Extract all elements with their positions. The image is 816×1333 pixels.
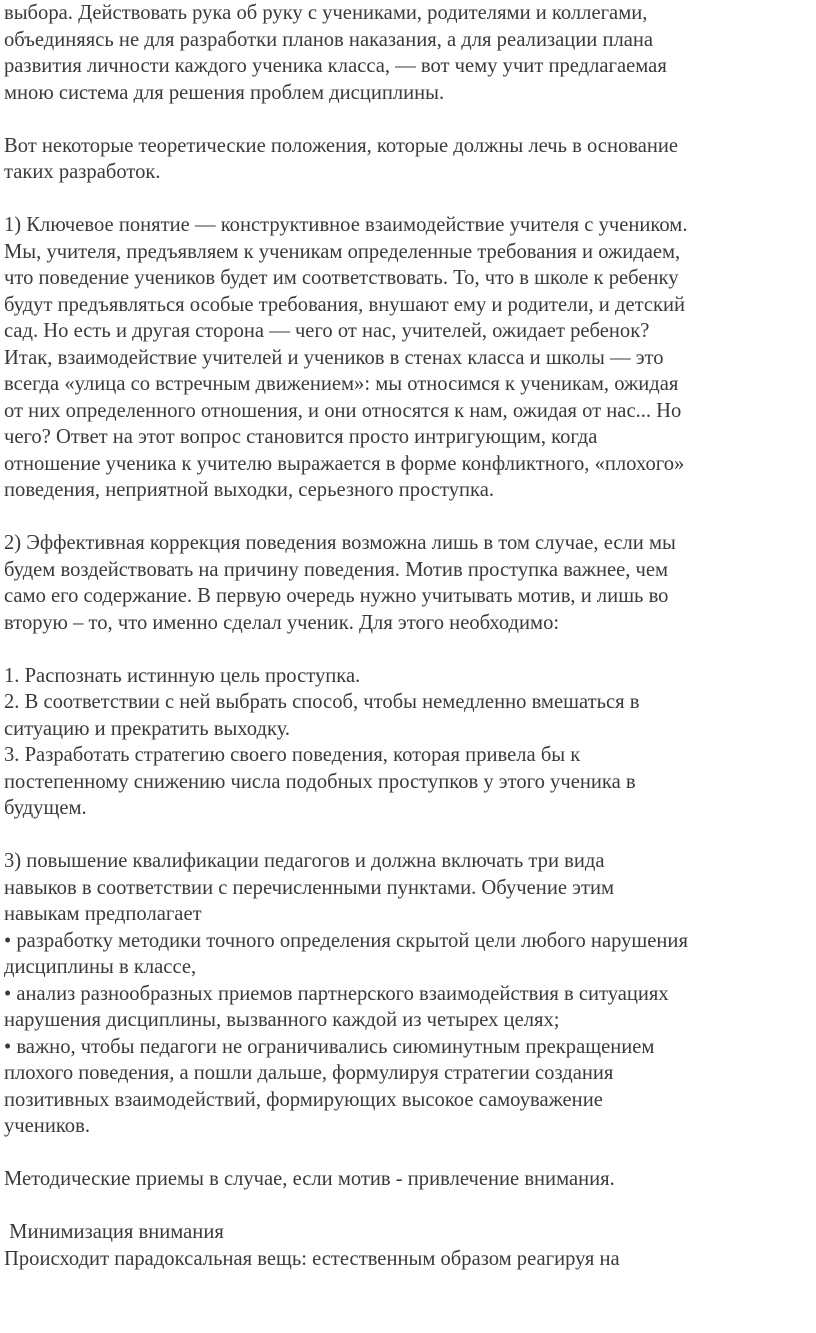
paragraph-theory xyxy=(4,133,810,186)
numbered-list xyxy=(4,663,810,822)
text-line: Вот некоторые теоретические положения, которые должны лечь в основание xyxy=(4,134,679,157)
text-line: плохого поведения, а пошли дальше, формулируя стратегии создания xyxy=(4,1062,614,1084)
text-line: позитивных взаимодействий, формирующих высокое самоуважение xyxy=(4,1088,603,1111)
text-line: 3) повышение квалификации педагогов и должна включать три вида xyxy=(4,850,605,872)
text-line: объединяясь не для разработки планов наказания, а для реализации плана xyxy=(4,28,654,51)
text-line: выбора. Действовать рука об руку с учениками, родителями и коллегами, xyxy=(4,2,648,24)
text-line: Итак, взаимодействие учителей и учеников в стенах класса и школы — это xyxy=(4,346,664,369)
text-line: Методические приемы в случае, если мотив - привлечение внимания. xyxy=(4,1168,615,1190)
text-line: чего? Ответ на этот вопрос становится просто интригующим, когда xyxy=(4,426,598,448)
text-line: ситуацию и прекратить выходку. xyxy=(4,717,291,740)
bullet-item: • важно, чтобы педагоги не ограничивались сиюминутным прекращением xyxy=(4,1035,655,1058)
text-line: вторую – то, что именно сделал ученик. Для этого необходимо: xyxy=(4,611,560,634)
text-line: постепенному снижению числа подобных проступков у этого ученика в xyxy=(4,770,636,793)
text-line: Происходит парадоксальная вещь: естественным образом реагируя на xyxy=(4,1247,620,1270)
bullet-item: • разработку методики точного определения скрытой цели любого нарушения xyxy=(4,929,688,952)
text-line: само его содержание. В первую очередь нужно учитывать мотив, и лишь во xyxy=(4,585,669,607)
text-line: будем воздействовать на причину поведения. Мотив проступка важнее, чем xyxy=(4,558,669,581)
paragraph-last xyxy=(4,1246,810,1273)
text-line: нарушения дисциплины, вызванного каждой из четырех целях; xyxy=(4,1009,560,1031)
text-line: навыков в соответствии с перечисленными пунктами. Обучение этим xyxy=(4,876,615,899)
text-line: 1) Ключевое понятие — конструктивное взаимодействие учителя с учеником. xyxy=(4,214,688,236)
text-line: поведения, неприятной выходки, серьезного проступка. xyxy=(4,479,494,501)
bullet-item: • анализ разнообразных приемов партнерского взаимодействия в ситуациях xyxy=(4,982,669,1005)
text-line: развития личности каждого ученика класса, — вот чему учит предлагаемая xyxy=(4,55,667,77)
text-line: Мы, учителя, предъявляем к ученикам определенные требования и ожидаем, xyxy=(4,240,681,263)
text-line: таких разработок. xyxy=(4,161,161,183)
section-heading xyxy=(4,1219,810,1246)
text-line: отношение ученика к учителю выражается в форме конфликтного, «плохого» xyxy=(4,452,685,475)
text-line: от них определенного отношения, и они относятся к нам, ожидая от нас... Но xyxy=(4,399,682,422)
text-line: дисциплины в классе, xyxy=(4,956,197,978)
list-item: 2. В соответствии с ней выбрать способ, чтобы немедленно вмешаться в xyxy=(4,691,640,713)
heading-text: Минимизация внимания xyxy=(4,1221,224,1243)
paragraph-point-1 xyxy=(4,212,810,504)
text-line: мною система для решения проблем дисциплины. xyxy=(4,81,445,104)
text-line: учеников. xyxy=(4,1115,90,1137)
text-line: сад. Но есть и другая сторона — чего от нас, учителей, ожидает ребенок? xyxy=(4,320,650,342)
text-line: навыкам предполагает xyxy=(4,903,202,925)
list-item: 1. Распознать истинную цель проступка. xyxy=(4,664,361,687)
list-item: 3. Разработать стратегию своего поведения, которая привела бы к xyxy=(4,744,581,766)
text-line: всегда «улица со встречным движением»: мы относимся к ученикам, ожидая xyxy=(4,373,679,395)
text-line: будут предъявляться особые требования, внушают ему и родители, и детский xyxy=(4,293,686,316)
text-line: будущем. xyxy=(4,797,87,819)
text-line: что поведение учеников будет им соответствовать. То, что в школе к ребенку xyxy=(4,267,679,289)
paragraph-methods xyxy=(4,1166,810,1193)
paragraph-intro xyxy=(4,0,810,106)
paragraph-point-2 xyxy=(4,530,810,636)
text-line: 2) Эффективная коррекция поведения возможна лишь в том случае, если мы xyxy=(4,532,676,554)
paragraph-point-3 xyxy=(4,848,810,1140)
